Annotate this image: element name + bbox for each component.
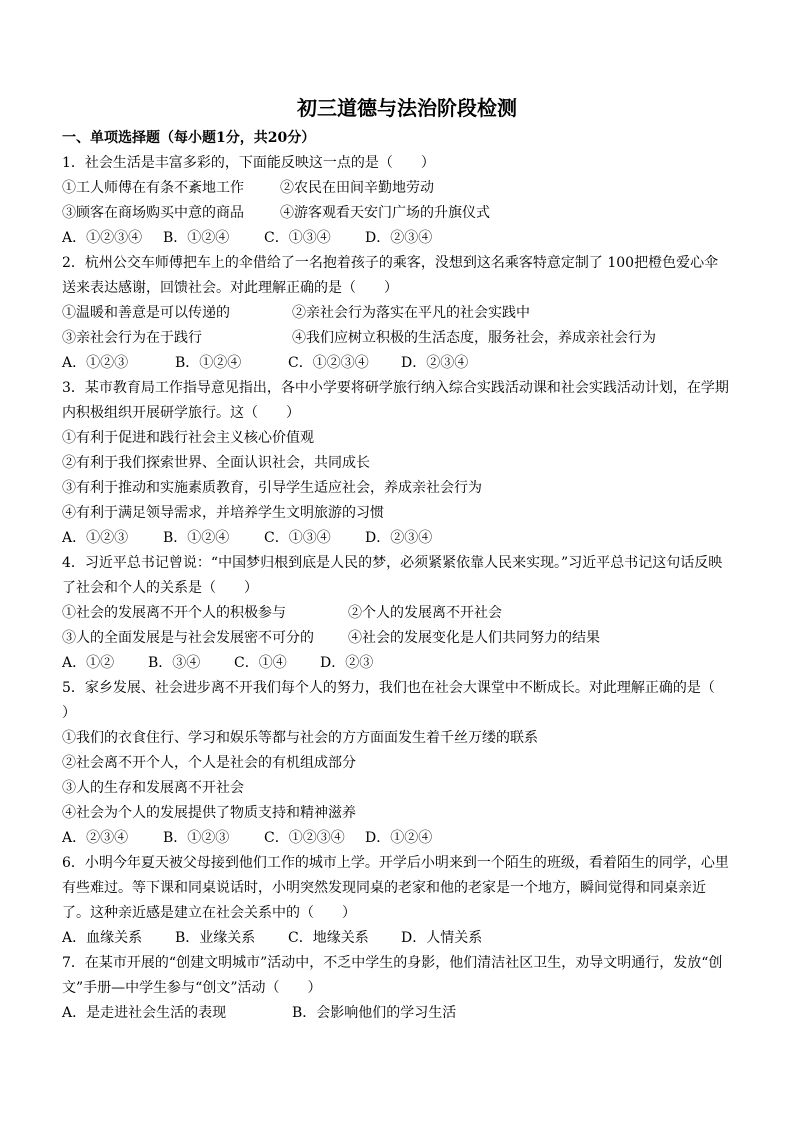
q1-item-2: ②农民在田间辛勤地劳动 <box>280 180 434 196</box>
question-2-stem: 2．杭州公交车师傅把车上的伞借给了一名抱着孩子的乘客，没想到这名乘客特意定制了 100把橙色爱心伞送来表达感谢，回馈社会。对此理解正确的是（ ） <box>62 255 719 296</box>
q2-item-1: ①温暖和善意是可以传递的 <box>62 305 230 321</box>
q1-option-b[interactable]: B．①②④ <box>163 230 230 246</box>
q4-item-2: ②个人的发展离不开社会 <box>348 605 502 621</box>
q3-item-3: ③有利于推动和实施素质教育，引导学生适应社会，养成亲社会行为 <box>62 480 482 496</box>
q1-option-a[interactable]: A．①②③④ <box>62 230 143 246</box>
q1-option-c[interactable]: C．①③④ <box>264 230 331 246</box>
section-heading: 一、单项选择题（每小题1分，共20分） <box>62 130 316 146</box>
q7-option-a[interactable]: A．是走进社会生活的表现 <box>62 1005 227 1021</box>
q4-item-1: ①社会的发展离不开个人的积极参与 <box>62 605 286 621</box>
q5-option-b[interactable]: B．①②③ <box>163 830 230 846</box>
question-4-options <box>62 651 732 676</box>
q3-option-c[interactable]: C．①③④ <box>264 530 331 546</box>
page-title: 初三道德与法治阶段检测 <box>297 96 517 120</box>
question-1-items-row1 <box>62 176 732 201</box>
q3-item-4: ④有利于满足领导需求，并培养学生文明旅游的习惯 <box>62 505 384 521</box>
q2-option-a[interactable]: A．①②③ <box>62 355 129 371</box>
q3-option-b[interactable]: B．①②④ <box>163 530 230 546</box>
question-7-options <box>62 1001 732 1026</box>
q5-option-a[interactable]: A．②③④ <box>62 830 129 846</box>
q6-option-b[interactable]: B．业缘关系 <box>175 930 256 946</box>
q1-item-1: ①工人师傅在有条不紊地工作 <box>62 180 244 196</box>
question-2-items-row2 <box>62 326 732 351</box>
q4-item-3: ③人的全面发展是与社会发展密不可分的 <box>62 630 314 646</box>
question-3-options <box>62 526 732 551</box>
q7-option-b[interactable]: B．会影响他们的学习生活 <box>292 1005 457 1021</box>
q1-option-d[interactable]: D．②③④ <box>365 230 433 246</box>
q5-option-c[interactable]: C．①②③④ <box>264 830 345 846</box>
question-2-options <box>62 351 732 376</box>
q4-option-a[interactable]: A．①② <box>62 655 115 671</box>
q1-item-3: ③顾客在商场购买中意的商品 <box>62 205 244 221</box>
question-1-stem: 1．社会生活是丰富多彩的，下面能反映这一点的是（ ） <box>62 155 435 171</box>
q6-option-a[interactable]: A．血缘关系 <box>62 930 143 946</box>
q2-item-3: ③亲社会行为在于践行 <box>62 330 202 346</box>
question-7-stem: 7．在某市开展的“创建文明城市”活动中，不乏中学生的身影，他们清洁社区卫生，劝导文明通行，发放“创文”手册—中学生参与“创文”活动（ ） <box>62 955 723 996</box>
q4-item-4: ④社会的发展变化是人们共同努力的结果 <box>348 630 600 646</box>
q4-option-c[interactable]: C．①④ <box>234 655 287 671</box>
q4-option-b[interactable]: B．③④ <box>148 655 201 671</box>
q2-option-d[interactable]: D．②③④ <box>401 355 469 371</box>
q3-option-a[interactable]: A．①②③ <box>62 530 129 546</box>
q2-option-b[interactable]: B．①②④ <box>175 355 242 371</box>
q4-option-d[interactable]: D．②③ <box>320 655 374 671</box>
q2-item-4: ④我们应树立积极的生活态度，服务社会，养成亲社会行为 <box>292 330 656 346</box>
question-4-items-row1 <box>62 601 732 626</box>
q6-option-d[interactable]: D．人情关系 <box>401 930 483 946</box>
q5-option-d[interactable]: D．①②④ <box>365 830 433 846</box>
question-5-options <box>62 826 732 851</box>
q2-item-2: ②亲社会行为落实在平凡的社会实践中 <box>292 305 530 321</box>
q5-item-3: ③人的生存和发展离不开社会 <box>62 780 244 796</box>
question-6-options <box>62 926 732 951</box>
q3-option-d[interactable]: D．②③④ <box>365 530 433 546</box>
q5-item-4: ④社会为个人的发展提供了物质支持和精神滋养 <box>62 805 356 821</box>
question-2-items-row1 <box>62 301 732 326</box>
q2-option-c[interactable]: C．①②③④ <box>288 355 369 371</box>
question-1-options <box>62 226 732 251</box>
question-4-stem: 4．习近平总书记曾说：“中国梦归根到底是人民的梦，必须紧紧依靠人民来实现。”习近平总书记这句话反映了社会和个人的关系是（ ） <box>62 555 723 596</box>
question-4-items-row2 <box>62 626 732 651</box>
q5-item-1: ①我们的衣食住行、学习和娱乐等都与社会的方方面面发生着千丝万缕的联系 <box>62 730 538 746</box>
q1-item-4: ④游客观看天安门广场的升旗仪式 <box>280 205 490 221</box>
question-3-stem: 3．某市教育局工作指导意见指出，各中小学要将研学旅行纳入综合实践活动课和社会实践活动计划，在学期内积极组织开展研学旅行。这（ ） <box>62 380 729 421</box>
q5-item-2: ②社会离不开个人，个人是社会的有机组成部分 <box>62 755 356 771</box>
question-1-items-row2 <box>62 201 732 226</box>
question-6-stem: 6．小明今年夏天被父母接到他们工作的城市上学。开学后小明来到一个陌生的班级，看着陌生的同学，心里有些难过。等下课和同桌说话时，小明突然发现同桌的老家和他的老家是一个地方，瞬间觉得和同桌亲近了。这种亲近感是建立在社会关系中的（ ） <box>62 855 729 921</box>
q3-item-2: ②有利于我们探索世界、全面认识社会，共同成长 <box>62 455 370 471</box>
q6-option-c[interactable]: C．地缘关系 <box>288 930 369 946</box>
q3-item-1: ①有利于促进和践行社会主义核心价值观 <box>62 430 314 446</box>
question-5-stem: 5．家乡发展、社会进步离不开我们每个人的努力，我们也在社会大课堂中不断成长。对此理解正确的是（ ） <box>62 680 743 721</box>
